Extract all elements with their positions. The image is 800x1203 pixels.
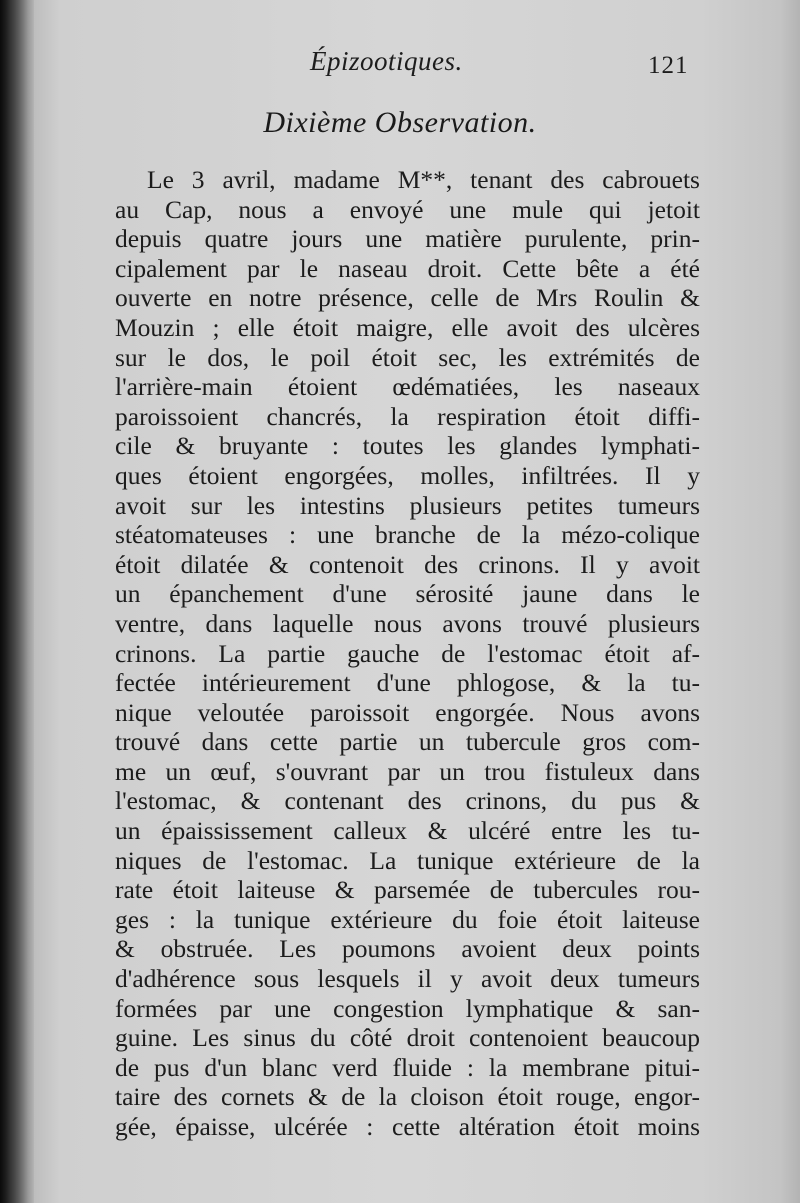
text-line: étoit dilatée & contenoit des crinons. Il y avoit xyxy=(115,549,700,579)
text-line: avoit sur les intestins plusieurs petites tumeurs xyxy=(115,490,700,520)
text-line: d'adhérence sous lesquels il y avoit deux tumeurs xyxy=(115,964,700,994)
text-line: cipalement par le naseau droit. Cette bête a été xyxy=(115,253,700,283)
text-line: au Cap, nous a envoyé une mule qui jetoit xyxy=(115,194,700,224)
spine-shadow xyxy=(0,0,34,1203)
text-line: trouvé dans cette partie un tubercule gros com- xyxy=(115,727,700,757)
text-line: stéatomateuses : une branche de la mézo-colique xyxy=(115,520,700,550)
text-line: paroissoient chancrés, la respiration étoit diffi- xyxy=(115,401,700,431)
text-line: niques de l'estomac. La tunique extérieure de la xyxy=(115,845,700,875)
text-line: de pus d'un blanc verd fluide : la membrane pitui- xyxy=(115,1052,700,1082)
page-number: 121 xyxy=(648,52,689,79)
text-line: ques étoient engorgées, molles, infiltrées. Il y xyxy=(115,460,700,490)
section-title: Dixième Observation. xyxy=(263,106,537,139)
text-line: me un œuf, s'ouvrant par un trou fistuleux dans xyxy=(115,756,700,786)
text-line: ouverte en notre présence, celle de Mrs Roulin & xyxy=(115,283,700,313)
running-head xyxy=(0,46,800,86)
text-line: l'arrière-main étoient œdématiées, les naseaux xyxy=(115,372,700,402)
text-line: un épaississement calleux & ulcéré entre les tu- xyxy=(115,816,700,846)
text-line: & obstruée. Les poumons avoient deux points xyxy=(115,934,700,964)
text-line: un épanchement d'une sérosité jaune dans le xyxy=(115,579,700,609)
text-line: fectée intérieurement d'une phlogose, & la tu- xyxy=(115,668,700,698)
text-line: sur le dos, le poil étoit sec, les extrémités de xyxy=(115,342,700,372)
text-line: rate étoit laiteuse & parsemée de tubercules rou- xyxy=(115,875,700,905)
text-line: taire des cornets & de la cloison étoit rouge, engor- xyxy=(115,1082,700,1112)
text-line: nique veloutée paroissoit engorgée. Nous avons xyxy=(115,697,700,727)
text-line: gée, épaisse, ulcérée : cette altération étoit moins xyxy=(115,1112,700,1141)
text-line: ges : la tunique extérieure du foie étoit laiteuse xyxy=(115,904,700,934)
text-line: Mouzin ; elle étoit maigre, elle avoit des ulcères xyxy=(115,312,700,342)
text-line: formées par une congestion lymphatique & san- xyxy=(115,993,700,1023)
text-line: l'estomac, & contenant des crinons, du pus & xyxy=(115,786,700,816)
text-line: depuis quatre jours une matière purulente, prin- xyxy=(115,224,700,254)
text-line: guine. Les sinus du côté droit contenoient beaucoup xyxy=(115,1023,700,1053)
text-line: cile & bruyante : toutes les glandes lymphati- xyxy=(115,431,700,461)
running-head-title: Épizootiques. xyxy=(310,46,463,76)
body-paragraph xyxy=(115,165,700,1142)
text-line: crinons. La partie gauche de l'estomac étoit af- xyxy=(115,638,700,668)
text-line: Le 3 avril, madame M**, tenant des cabrouets xyxy=(147,165,700,194)
text-line: ventre, dans laquelle nous avons trouvé plusieurs xyxy=(115,608,700,638)
